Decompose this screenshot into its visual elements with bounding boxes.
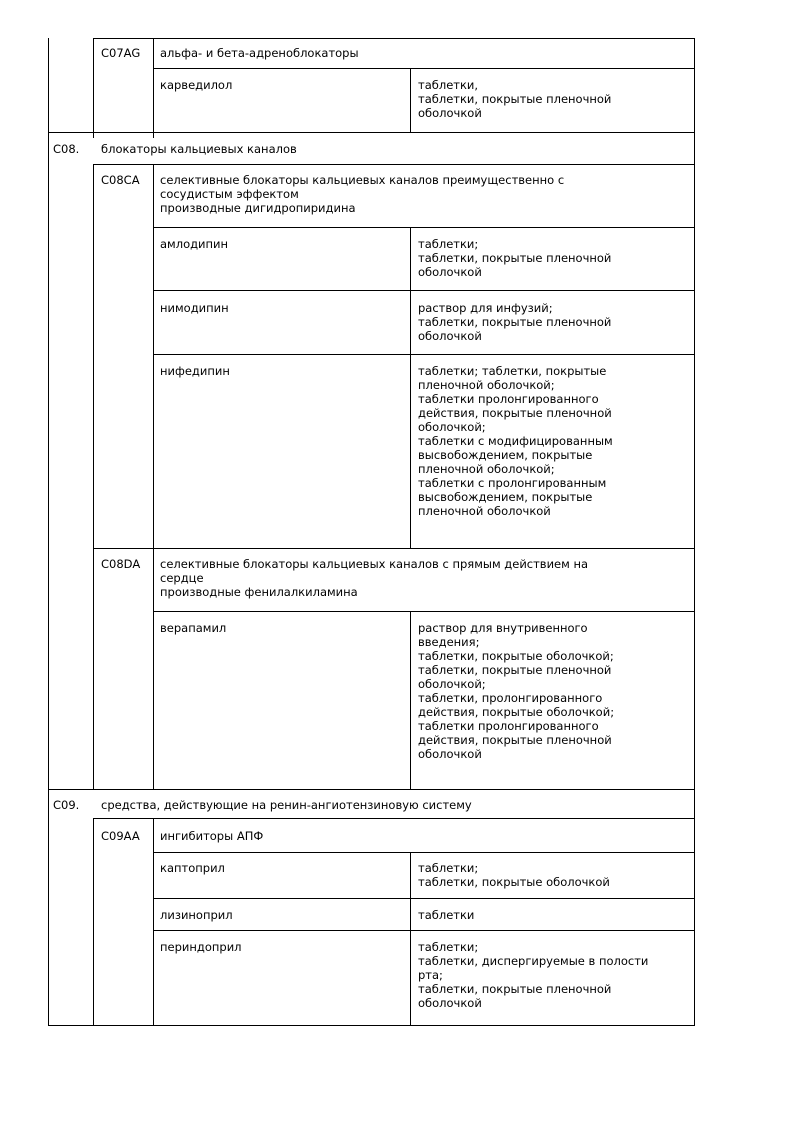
row-line — [48, 789, 695, 790]
drug-name: каптоприл — [160, 861, 225, 875]
row-line — [48, 1025, 695, 1026]
row-line — [153, 611, 695, 612]
row-line — [153, 68, 695, 69]
group-code-c09: C09. — [53, 798, 80, 812]
column-divider-name — [153, 818, 154, 1026]
drug-name: нимодипин — [160, 301, 229, 315]
drug-forms: таблетки — [418, 908, 475, 922]
group-code-c08: C08. — [53, 142, 80, 156]
drug-forms: таблетки; таблетки, покрытые пленочной оболочкой — [418, 237, 612, 279]
drug-forms: таблетки; таблетки, покрытые пленочной оболочкой; таблетки пролонгированного действия, покрытые пленочной оболочкой; таблетки с модифицированным высвобождением, покрытые пленочной оболочкой; таблетки с пролонгированным высвобождением, покрытые пленочной оболочкой — [418, 364, 613, 518]
column-divider-forms — [410, 852, 411, 1026]
drug-forms: раствор для инфузий; таблетки, покрытые пленочной оболочкой — [418, 301, 612, 343]
column-divider-forms — [410, 611, 411, 789]
row-line — [153, 227, 695, 228]
drug-name: амлодипин — [160, 237, 229, 251]
group-code-c08ca: C08CA — [101, 173, 140, 187]
drug-name: лизиноприл — [160, 908, 233, 922]
column-divider-forms — [410, 227, 411, 549]
row-line — [93, 818, 695, 819]
group-name-c08ca: селективные блокаторы кальциевых каналов преимущественно с сосудистым эффектом производные дигидропиридина — [160, 173, 565, 215]
row-line — [153, 898, 695, 899]
row-line — [153, 354, 695, 355]
row-line — [153, 290, 695, 291]
row-line — [153, 930, 695, 931]
drug-name: верапамил — [160, 621, 227, 635]
row-line — [93, 548, 695, 549]
table-border-left — [48, 38, 49, 1026]
drug-forms: раствор для внутривенного введения; таблетки, покрытые оболочкой; таблетки, покрытые пленочной оболочкой; таблетки, пролонгированного действия, покрытые оболочкой; таблетки пролонгированного действия, покрытые пленочной оболочкой — [418, 621, 615, 761]
drug-name: нифедипин — [160, 364, 230, 378]
group-name-c08: блокаторы кальциевых каналов — [101, 142, 297, 156]
drug-forms: таблетки, таблетки, покрытые пленочной оболочкой — [418, 78, 612, 120]
drug-forms: таблетки; таблетки, диспергируемые в полости рта; таблетки, покрытые пленочной оболочкой — [418, 940, 649, 1010]
group-name-c09: средства, действующие на ренин-ангиотензиновую систему — [101, 798, 472, 812]
group-code-c08da: C08DA — [101, 557, 141, 571]
column-divider-name — [153, 164, 154, 789]
drug-name: периндоприл — [160, 940, 242, 954]
row-line — [153, 852, 695, 853]
row-line — [93, 164, 695, 165]
row-line — [48, 132, 695, 133]
column-divider-forms — [410, 68, 411, 132]
column-divider-code — [93, 164, 94, 789]
group-name-c07ag: альфа- и бета-адреноблокаторы — [160, 46, 359, 60]
table-border-right — [694, 38, 695, 1026]
column-divider-code — [93, 38, 94, 138]
column-divider-name — [153, 38, 154, 138]
column-divider-code — [93, 818, 94, 1026]
group-name-c08da: селективные блокаторы кальциевых каналов с прямым действием на сердце производные фенилалкиламина — [160, 557, 589, 599]
drug-forms: таблетки; таблетки, покрытые оболочкой — [418, 861, 610, 889]
drug-name: карведилол — [160, 78, 233, 92]
row-line — [93, 38, 695, 39]
group-code-c07ag: C07AG — [101, 46, 141, 60]
group-name-c09aa: ингибиторы АПФ — [160, 829, 264, 843]
group-code-c09aa: C09AA — [101, 829, 140, 843]
